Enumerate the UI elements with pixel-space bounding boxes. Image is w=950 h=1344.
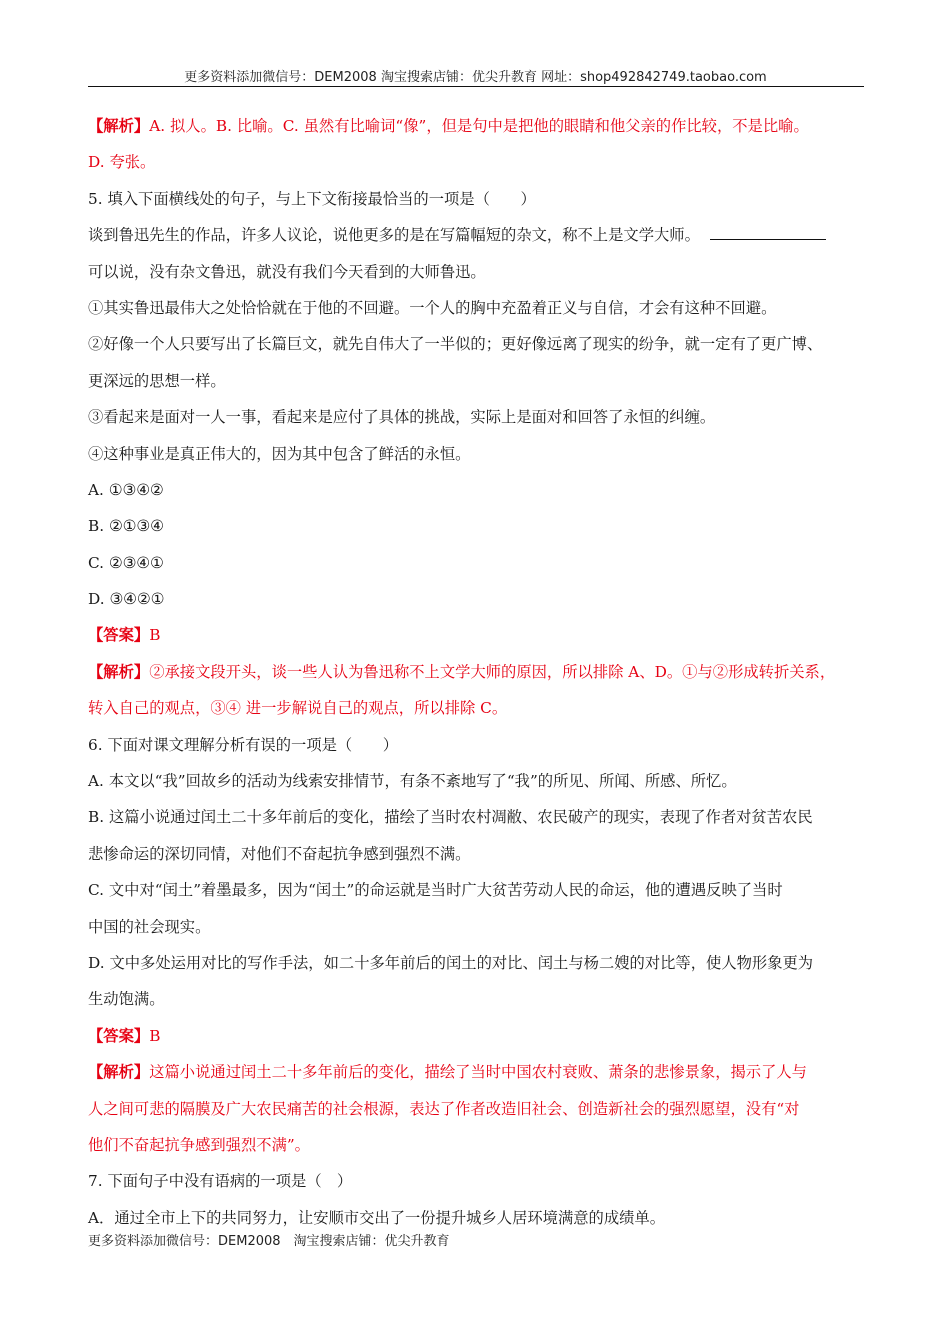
page-footer: 更多资料添加微信号：DEM2008 淘宝搜索店铺：优尖升教育 (88, 1234, 450, 1249)
q5-analysis-line-1: 【解析】②承接文段开头，谈一些人认为鲁迅称不上文学大师的原因，所以排除 A、D。①与②形成转折关系， (88, 662, 836, 681)
q5-sentence-2b: 更深远的思想一样。 (88, 371, 226, 390)
q6-option-a: A. 本文以“我”回故乡的活动为线索安排情节，有条不紊地写了“我”的所见、所闻、所感、所忆。 (88, 772, 737, 791)
q5-analysis-line-2: 转入自己的观点，③④ 进一步解说自己的观点，所以排除 C。 (88, 699, 508, 718)
q6-option-c-1: C. 文中对“闰土”着墨最多，因为“闰土”的命运就是当时广大贫苦劳动人民的命运，他的遭遇反映了当时 (88, 881, 783, 900)
q7-option-a: A．通过全市上下的共同努力，让安顺市交出了一份提升城乡人居环境满意的成绩单。 (88, 1208, 666, 1227)
q6-option-b-1: B. 这篇小说通过闰土二十多年前后的变化，描绘了当时农村凋敝、农民破产的现实，表现了作者对贫苦农民 (88, 808, 813, 827)
q7-stem: 7. 下面句子中没有语病的一项是（ ） (88, 1172, 353, 1191)
q5-option-c: C. ②③④① (88, 553, 164, 572)
q6-option-b-2: 悲惨命运的深切同情，对他们不奋起抗争感到强烈不满。 (88, 844, 471, 863)
q5-option-d: D. ③④②① (88, 590, 165, 609)
q5-passage-1: 谈到鲁迅先生的作品，许多人议论，说他更多的是在写篇幅短的杂文，称不上是文学大师。 (88, 217, 866, 253)
q4-analysis-line-2: D. 夸张。 (88, 153, 156, 172)
q6-analysis-line-1: 【解析】这篇小说通过闰土二十多年前后的变化，描绘了当时中国农村衰败、萧条的悲惨景象，揭示了人与 (88, 1063, 807, 1082)
q6-option-c-2: 中国的社会现实。 (88, 917, 211, 936)
q5-option-a: A. ①③④② (88, 480, 164, 499)
header-rule (88, 86, 864, 87)
q5-stem: 5. 填入下面横线处的句子，与上下文衔接最恰当的一项是（ ） (88, 189, 536, 208)
q6-option-d-1: D. 文中多处运用对比的写作手法，如二十多年前后的闰土的对比、闰土与杨二嫂的对比等，使人物形象更为 (88, 953, 814, 972)
q5-sentence-3: ③看起来是面对一人一事，看起来是应付了具体的挑战，实际上是面对和回答了永恒的纠缠。 (88, 408, 716, 427)
q5-sentence-1: ①其实鲁迅最伟大之处恰恰就在于他的不回避。一个人的胸中充盈着正义与自信，才会有这种不回避。 (88, 298, 777, 317)
q6-option-d-2: 生动饱满。 (88, 990, 165, 1009)
page-header: 更多资料添加微信号：DEM2008 淘宝搜索店铺：优尖升教育 网址：shop492842749.taobao.com (184, 70, 767, 85)
q5-answer: 【答案】B (88, 626, 161, 645)
document-body (88, 108, 866, 1236)
q5-option-b: B. ②①③④ (88, 517, 164, 536)
q5-passage-2: 可以说，没有杂文鲁迅，就没有我们今天看到的大师鲁迅。 (88, 262, 486, 281)
q6-answer: 【答案】B (88, 1026, 161, 1045)
q5-fill-blank (710, 223, 826, 240)
q4-analysis-line-1: 【解析】A. 拟人。B. 比喻。C. 虽然有比喻词“像”，但是句中是把他的眼睛和他父亲的作比较，不是比喻。 (88, 117, 809, 135)
q6-analysis-line-2: 人之间可悲的隔膜及广大农民痛苦的社会根源，表达了作者改造旧社会、创造新社会的强烈愿望，没有“对 (88, 1099, 800, 1118)
q5-sentence-4: ④这种事业是真正伟大的，因为其中包含了鲜活的永恒。 (88, 444, 471, 463)
q5-sentence-2a: ②好像一个人只要写出了长篇巨文，就先自伟大了一半似的；更好像远离了现实的纷争，就一定有了更广博、 (88, 335, 823, 354)
q6-analysis-line-3: 他们不奋起抗争感到强烈不满”。 (88, 1135, 310, 1154)
q6-stem: 6. 下面对课文理解分析有误的一项是（ ） (88, 735, 399, 754)
